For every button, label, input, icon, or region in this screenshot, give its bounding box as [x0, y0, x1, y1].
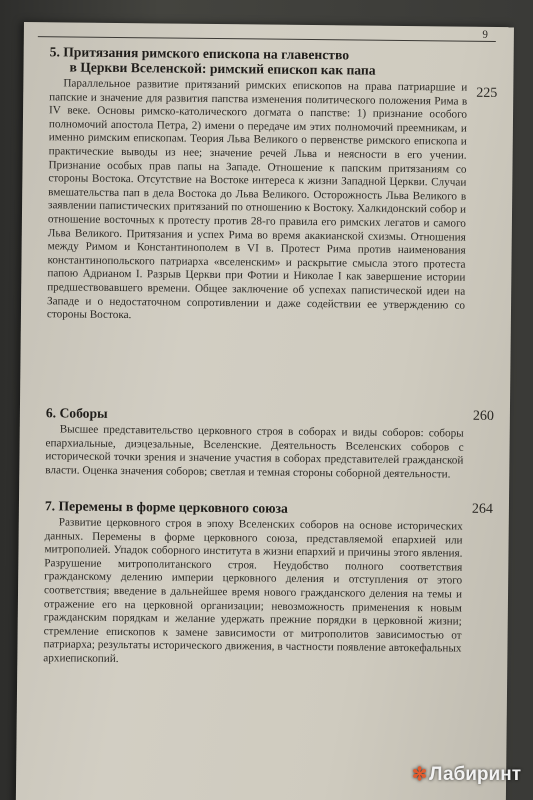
labirint-watermark	[412, 764, 521, 786]
section-page-number: 264	[471, 501, 493, 517]
labirint-logo-icon: ✻	[412, 764, 428, 784]
toc-entry-6	[45, 405, 494, 482]
toc-entry-5	[46, 44, 498, 326]
book-page	[16, 22, 514, 800]
toc-entry-7	[43, 498, 493, 670]
section-heading: 5. Притязания римского епископа на главенство в Церкви Вселенской: римский епископ как папа	[49, 44, 376, 78]
section-page-number: 260	[472, 408, 494, 424]
watermark-brand: Лабиринт	[429, 764, 521, 785]
section-text: Развитие церковного строя в эпоху Вселенских соборов на основе исторических данных. Перемены в форме церковного союза, представляемой епархией или митрополией. Упадок соборного института в жизни епархий и причины этого явления. Разрушение митрополитанского строя. Неудобство полного соответствия гражданскому делению империи церковного деления и отступления от этого соответствия; введение в дальнейшее время нового гражданского деления на темы и отражение его на церковной организации; невозможность применения к новым гражданским порядкам и желание удержать прежние порядки в церковной жизни; стремление епископов к замене зависимости от митрополитов зависимостью от патриарха; результаты исторического движения, в частности появление автокефальных архиепископий.	[43, 516, 463, 665]
section-text: Параллельное развитие притязаний римских епископов на права патриаршие и папские и значение для развития папства изменения политического положения Рима в IV веке. Основы римско-католического догмата о папстве: 1) признание особого полномочий апостола Петра, 2) имени о передаче им этих полномочий преемникам, и именно римским епископам. Теория Льва Великого о первенстве римского епископа и практические выводы из нее; значение речей Льва и неясности в его учении. Признание особых прав папы на Западе. Отношение к папским притязаниям со стороны Востока. Отсутствие на Востоке интереса к жизни Западной Церкви. Случаи вмешательства пап в дела Востока до Льва Великого. Осторожность Льва Великого в заявлении папистических притязаний по отношению к Востоку. Халкидонский собор и отношение восточных к протесту против 28-го правила его римских легатов и самого Льва Великого. Притязания и успех Рима во время акакианской схизмы. Отношения между Римом и Константинополем в VI в. Протест Рима против наименования константинопольского патриарха «вселенским» и раскрытие смысла этого протеста папою Адрианом I. Разрыв Церкви при Фотии и Николае I как завершение истории предшествовавшего времени. Общее заключение об успехах папистической идеи на Западе и о недостаточном сопротивлении и даже содействии ее утверждению со стороны Востока.	[46, 77, 468, 322]
section-text: Высшее представительство церковного строя в соборах и виды соборов: соборы епархиальные, диэцезальные, Вселенские. Деятельность Вселенских соборов с исторической точки зрения и значение участия в соборах представителей гражданской власти. Оценка значения соборов; светлая и темная стороны соборной деятельности.	[45, 423, 464, 481]
section-heading: 7. Перемены в форме церковного союза	[44, 498, 288, 516]
header-rule	[38, 36, 496, 42]
section-page-number: 225	[476, 85, 498, 101]
page-number: 9	[482, 28, 488, 41]
section-heading: 6. Соборы	[45, 405, 108, 421]
